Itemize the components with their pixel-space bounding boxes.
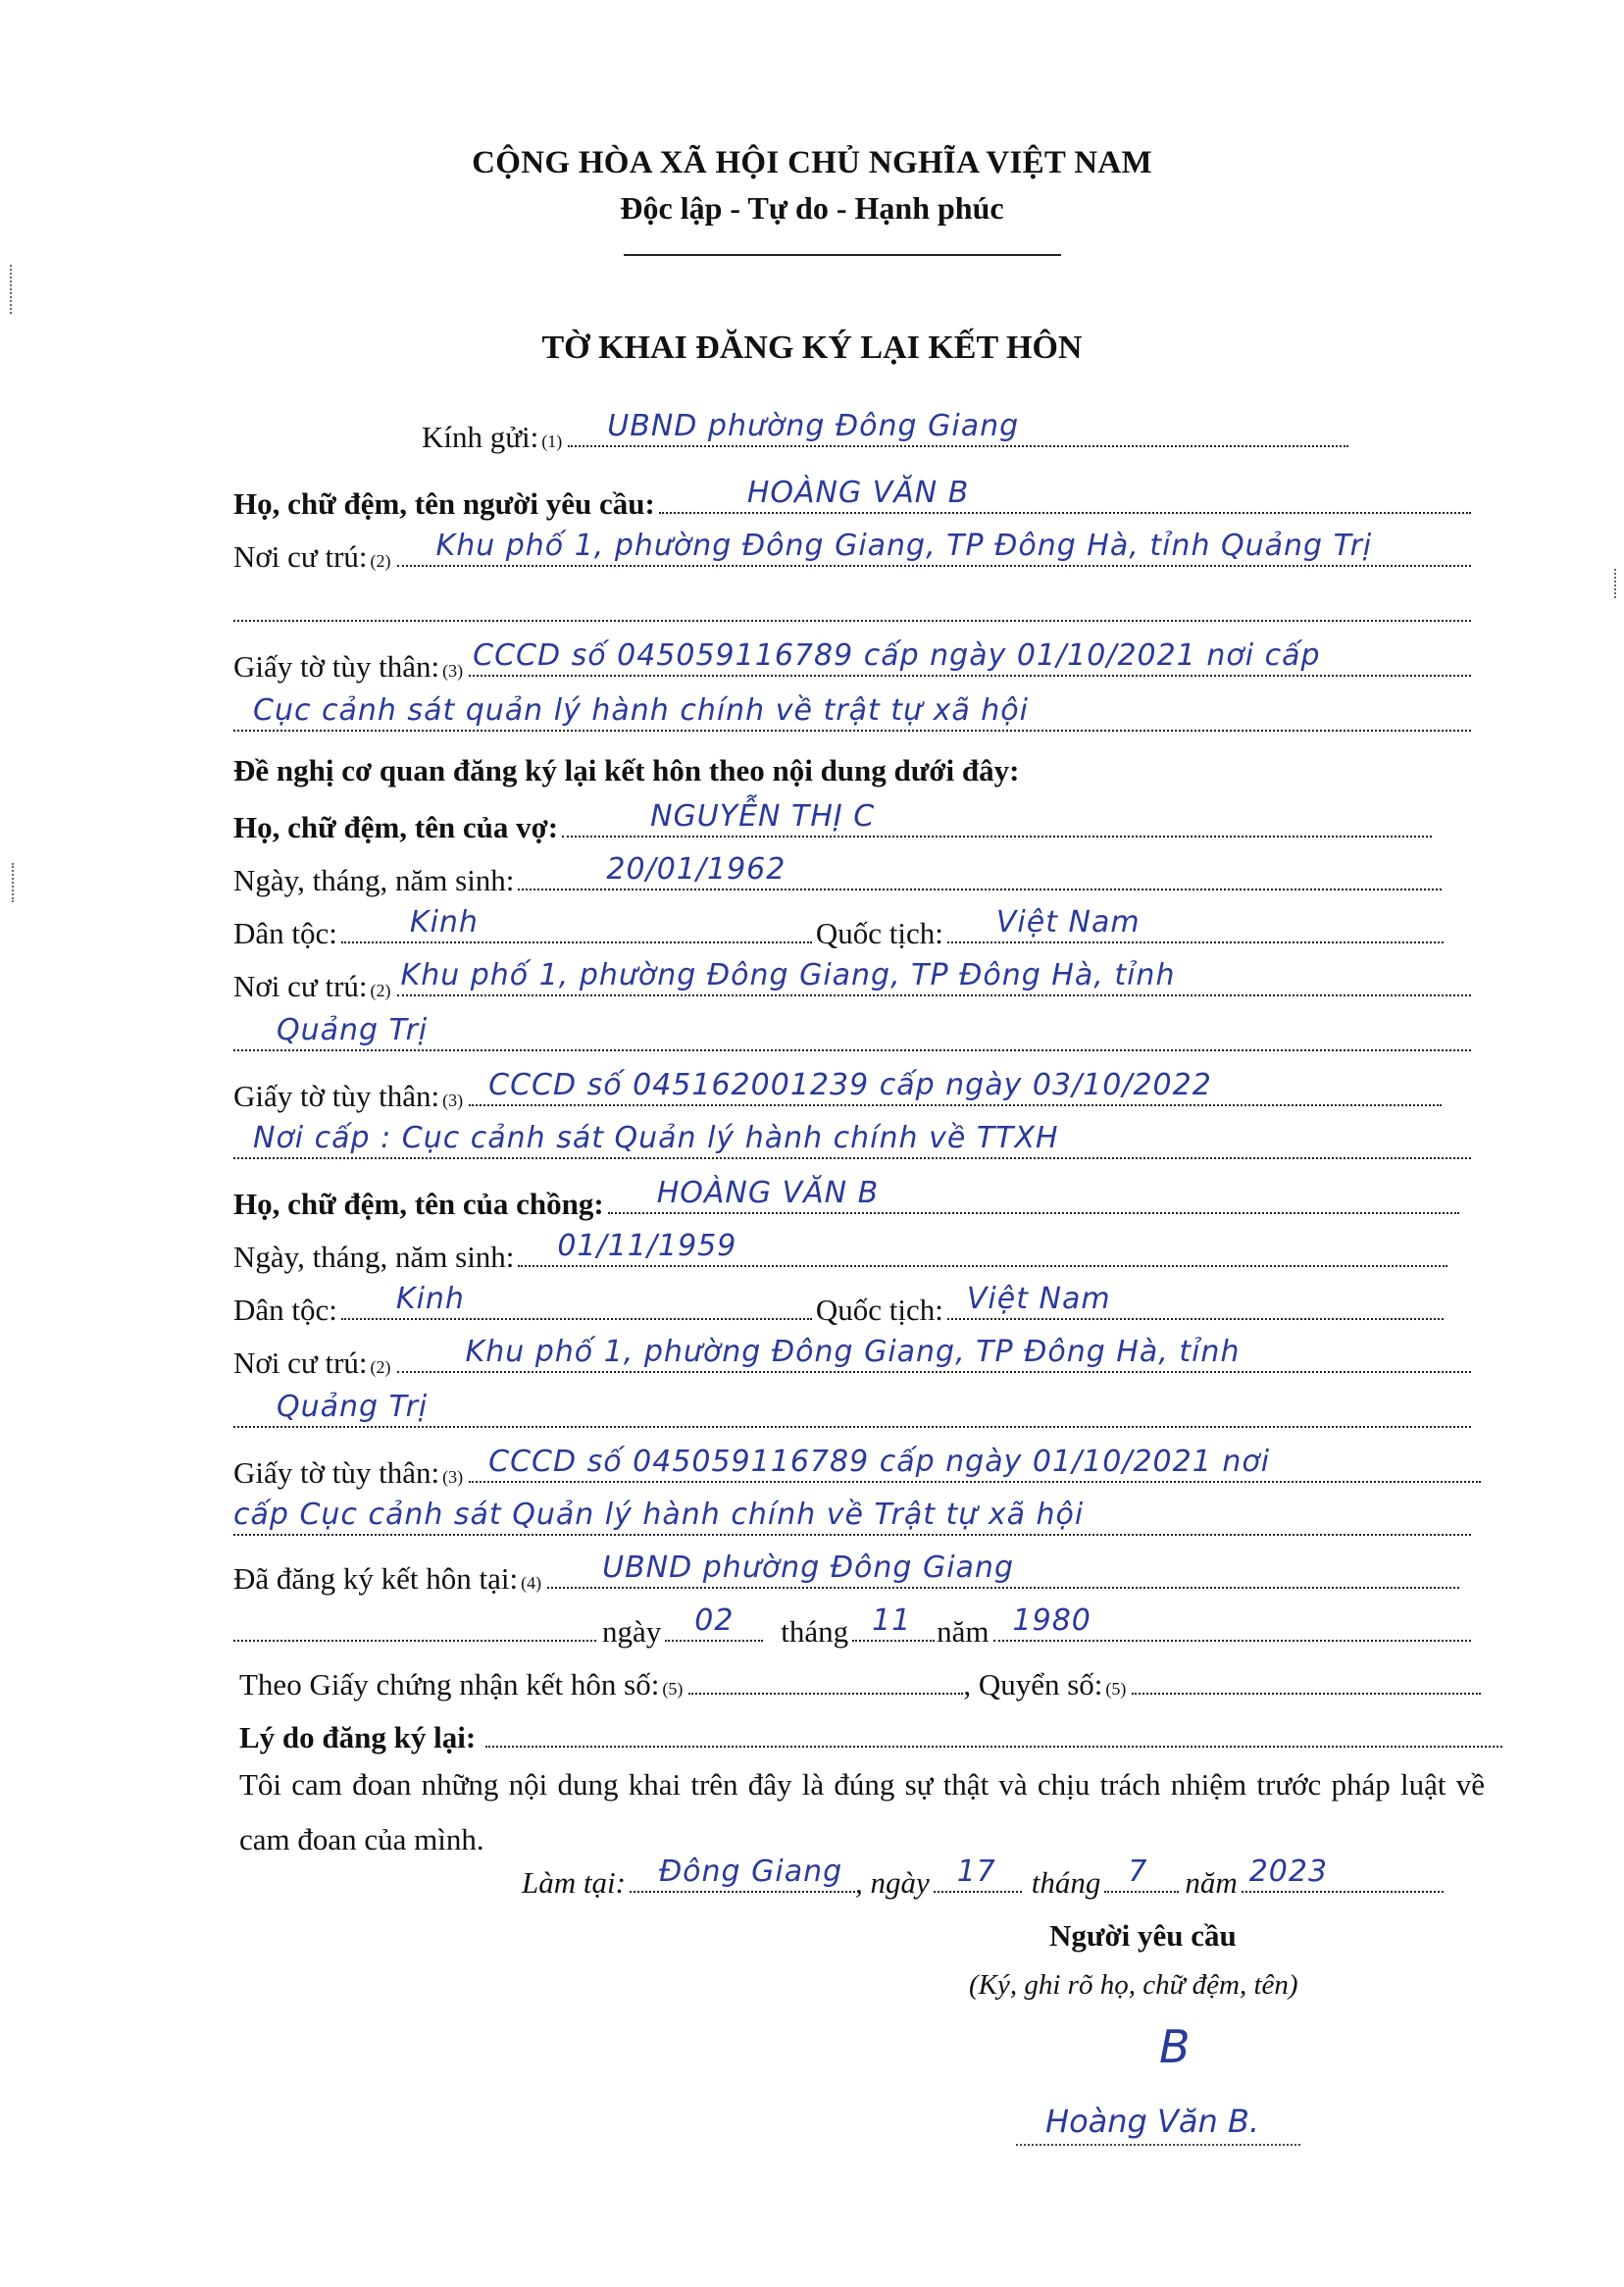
- wife-id-value-2: Nơi cấp : Cục cảnh sát Quản lý hành chính về TTXH: [253, 1121, 1059, 1155]
- requester-id-row-2: [233, 693, 1471, 743]
- requester-residence-row-2: [233, 590, 1471, 634]
- registration-month-field[interactable]: [852, 1603, 935, 1642]
- recipient-row: [422, 409, 1348, 459]
- husband-dob-row: [233, 1229, 1447, 1279]
- registration-place-note: (4): [521, 1573, 542, 1593]
- scan-edge-mark: [1614, 569, 1618, 598]
- requester-residence-label: Nơi cư trú:: [233, 539, 368, 574]
- recipient-label: Kính gửi:: [422, 420, 539, 454]
- registration-day-value: 02: [694, 1603, 735, 1638]
- wife-ethnic-row: [233, 905, 1444, 955]
- wife-name-field[interactable]: [562, 799, 1432, 838]
- signing-month-value: 7: [1128, 1855, 1148, 1889]
- scan-edge-mark: [10, 265, 14, 314]
- husband-ethnic-value: Kinh: [395, 1282, 465, 1316]
- registration-date-lead: [233, 1610, 596, 1642]
- signature-name-field: [1016, 2099, 1300, 2146]
- registration-place-field[interactable]: [547, 1550, 1459, 1589]
- husband-ethnic-row: [233, 1282, 1444, 1332]
- husband-ethnic-label: Dân tộc:: [233, 1293, 337, 1327]
- requester-title: Người yêu cầu: [1049, 1918, 1237, 1953]
- requester-id-field[interactable]: [469, 638, 1471, 677]
- registration-year-label: năm: [937, 1614, 990, 1649]
- registration-place-row: [233, 1550, 1459, 1601]
- husband-residence-row: [233, 1335, 1471, 1385]
- scan-edge-mark: [12, 863, 16, 902]
- requester-id-field-2[interactable]: [233, 693, 1471, 732]
- husband-dob-field[interactable]: [518, 1229, 1447, 1267]
- husband-dob-value: 01/11/1959: [557, 1229, 737, 1263]
- wife-id-row: [233, 1068, 1442, 1118]
- husband-residence-value-1: Khu phố 1, phường Đông Giang, TP Đông Hà, tỉnh: [465, 1335, 1241, 1369]
- signing-year-label: năm: [1185, 1865, 1238, 1900]
- commitment-text: Tôi cam đoan những nội dung khai trên đây là đúng sự thật và chịu trách nhiệm trước pháp luật về cam đoan của mình.: [239, 1767, 1485, 1856]
- requester-residence-row: [233, 529, 1471, 579]
- wife-residence-value-1: Khu phố 1, phường Đông Giang, TP Đông Hà, tỉnh: [400, 958, 1176, 992]
- signing-day-label: , ngày: [854, 1865, 930, 1900]
- country-name: CỘNG HÒA XÃ HỘI CHỦ NGHĨA VIỆT NAM: [472, 145, 1152, 180]
- wife-id-value-1: CCCD số 045162001239 cấp ngày 03/10/2022: [488, 1068, 1212, 1102]
- national-motto: Độc lập - Tự do - Hạnh phúc: [620, 190, 1004, 226]
- wife-residence-row: [233, 958, 1471, 1008]
- husband-residence-note: (2): [370, 1357, 391, 1377]
- wife-residence-field[interactable]: [397, 958, 1471, 996]
- wife-id-field-2[interactable]: [233, 1121, 1471, 1159]
- husband-residence-row-2: [233, 1390, 1471, 1440]
- wife-ethnic-field[interactable]: [341, 905, 812, 943]
- reason-row: [239, 1716, 1502, 1759]
- requester-id-value-2: Cục cảnh sát quản lý hành chính về trật tự xã hội: [253, 693, 1029, 728]
- wife-dob-row: [233, 852, 1442, 902]
- recipient-note: (1): [541, 432, 563, 451]
- husband-name-field[interactable]: [608, 1176, 1459, 1214]
- requester-residence-field[interactable]: [397, 529, 1471, 567]
- requester-id-row: [233, 638, 1471, 688]
- signing-place-value: Đông Giang: [658, 1855, 843, 1889]
- wife-residence-note: (2): [370, 981, 391, 1000]
- registration-book-label: , Quyển số:: [963, 1667, 1103, 1702]
- requester-residence-note: (2): [370, 551, 391, 571]
- wife-name-label: Họ, chữ đệm, tên của vợ:: [233, 810, 559, 844]
- registration-year-field[interactable]: [993, 1603, 1471, 1642]
- husband-id-value-1: CCCD số 045059116789 cấp ngày 01/10/2021 nơi: [488, 1445, 1271, 1479]
- husband-nationality-field[interactable]: [947, 1282, 1444, 1320]
- registration-place-label: Đã đăng ký kết hôn tại:: [233, 1561, 519, 1596]
- reason-label: Lý do đăng ký lại:: [239, 1720, 477, 1754]
- husband-nationality-label: Quốc tịch:: [815, 1293, 943, 1327]
- wife-ethnic-value: Kinh: [409, 905, 479, 940]
- wife-nationality-value: Việt Nam: [995, 905, 1141, 940]
- registration-day-field[interactable]: [665, 1603, 763, 1642]
- wife-residence-field-2[interactable]: [233, 1013, 1471, 1051]
- husband-residence-field[interactable]: [397, 1335, 1471, 1373]
- recipient-field[interactable]: [568, 409, 1348, 447]
- registration-book-field[interactable]: [1132, 1663, 1481, 1695]
- husband-id-label: Giấy tờ tùy thân:: [233, 1455, 440, 1490]
- wife-nationality-field[interactable]: [947, 905, 1444, 943]
- husband-dob-label: Ngày, tháng, năm sinh:: [233, 1240, 515, 1274]
- signing-place-label: Làm tại:: [522, 1865, 626, 1900]
- signing-day-value: 17: [956, 1855, 996, 1889]
- signing-year-value: 2023: [1248, 1855, 1329, 1889]
- registration-cert-label: Theo Giấy chứng nhận kết hôn số:: [239, 1667, 660, 1702]
- requester-hint: (Ký, ghi rõ họ, chữ đệm, tên): [969, 1969, 1298, 2001]
- wife-nationality-label: Quốc tịch:: [815, 916, 943, 950]
- wife-id-field[interactable]: [469, 1068, 1442, 1106]
- requester-name-label: Họ, chữ đệm, tên người yêu cầu:: [233, 486, 655, 521]
- wife-id-label: Giấy tờ tùy thân:: [233, 1079, 440, 1113]
- registration-cert-row: [239, 1663, 1481, 1706]
- wife-id-note: (3): [442, 1091, 464, 1110]
- signing-month-field[interactable]: [1104, 1855, 1179, 1893]
- requester-residence-value: Khu phố 1, phường Đông Giang, TP Đông Hà, tỉnh Quảng Trị: [435, 529, 1373, 563]
- husband-id-note: (3): [442, 1467, 464, 1487]
- wife-dob-label: Ngày, tháng, năm sinh:: [233, 863, 515, 897]
- requester-name-value: HOÀNG VĂN B: [746, 476, 970, 510]
- husband-residence-field-2[interactable]: [233, 1390, 1471, 1428]
- husband-id-field[interactable]: [469, 1445, 1481, 1483]
- requester-residence-field-2[interactable]: [233, 590, 1471, 622]
- requester-name-field[interactable]: [659, 476, 1471, 514]
- requester-name-row: [233, 476, 1471, 526]
- husband-id-value-2: cấp Cục cảnh sát Quản lý hành chính về Trật tự xã hội: [233, 1498, 1085, 1532]
- motto-underline: [624, 254, 1061, 256]
- wife-dob-value: 20/01/1962: [606, 852, 787, 887]
- signing-row: [522, 1855, 1444, 1905]
- wife-name-value: NGUYỄN THỊ C: [650, 799, 876, 834]
- signing-month-label: tháng: [1031, 1865, 1101, 1900]
- registration-book-note: (5): [1105, 1679, 1127, 1699]
- requester-id-label: Giấy tờ tùy thân:: [233, 649, 440, 684]
- husband-name-row: [233, 1176, 1459, 1226]
- signing-year-field[interactable]: [1242, 1855, 1444, 1893]
- husband-id-row-2: [233, 1498, 1471, 1548]
- registration-month-label: tháng: [781, 1614, 849, 1649]
- husband-nationality-value: Việt Nam: [966, 1282, 1111, 1316]
- wife-residence-label: Nơi cư trú:: [233, 969, 368, 1003]
- recipient-value: UBND phường Đông Giang: [607, 409, 1020, 443]
- husband-residence-value-2: Quảng Trị: [277, 1390, 429, 1424]
- registration-day-label: ngày: [602, 1614, 662, 1649]
- wife-id-row-2: [233, 1121, 1471, 1171]
- signature-name: Hoàng Văn B.: [1045, 2103, 1260, 2140]
- form-title: TỜ KHAI ĐĂNG KÝ LẠI KẾT HÔN: [541, 330, 1083, 366]
- wife-ethnic-label: Dân tộc:: [233, 916, 337, 950]
- requester-id-note: (3): [442, 661, 464, 681]
- wife-dob-field[interactable]: [518, 852, 1442, 890]
- registration-month-value: 11: [872, 1603, 912, 1638]
- wife-residence-value-2: Quảng Trị: [277, 1013, 429, 1047]
- registration-place-value: UBND phường Đông Giang: [602, 1550, 1014, 1585]
- husband-residence-label: Nơi cư trú:: [233, 1346, 368, 1380]
- husband-ethnic-field[interactable]: [341, 1282, 812, 1320]
- reason-field[interactable]: [485, 1716, 1502, 1748]
- registration-date-row: [233, 1603, 1471, 1653]
- signature-mark: B: [1159, 2020, 1191, 2073]
- wife-residence-row-2: [233, 1013, 1471, 1063]
- request-heading-row: [233, 753, 1471, 796]
- husband-name-label: Họ, chữ đệm, tên của chồng:: [233, 1187, 604, 1221]
- registration-year-value: 1980: [1012, 1603, 1091, 1638]
- signing-place-field[interactable]: [630, 1855, 855, 1893]
- registration-cert-field[interactable]: [688, 1663, 963, 1695]
- requester-id-value-1: CCCD số 045059116789 cấp ngày 01/10/2021 nơi cấp: [473, 638, 1321, 673]
- request-heading: Đề nghị cơ quan đăng ký lại kết hôn theo nội dung dưới đây:: [233, 753, 1020, 788]
- husband-id-field-2[interactable]: [233, 1498, 1471, 1536]
- signing-day-field[interactable]: [934, 1855, 1022, 1893]
- registration-cert-note: (5): [662, 1679, 684, 1699]
- husband-name-value: HOÀNG VĂN B: [656, 1176, 880, 1210]
- wife-name-row: [233, 799, 1432, 849]
- husband-id-row: [233, 1445, 1481, 1495]
